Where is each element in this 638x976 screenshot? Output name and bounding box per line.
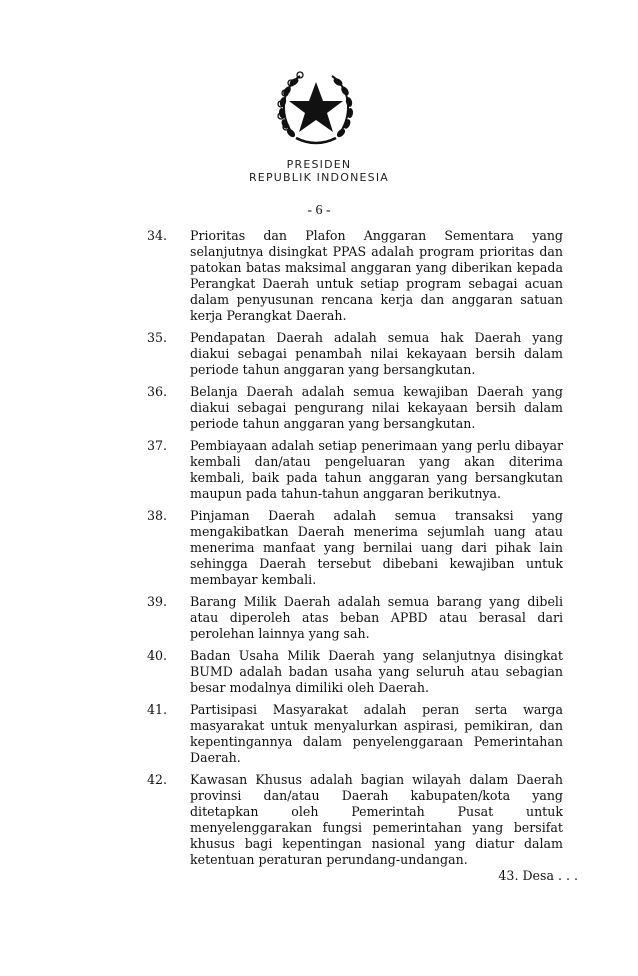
list-item <box>147 594 563 642</box>
item-text: Prioritas dan Plafon Anggaran Sementara yang selanjutnya disingkat PPAS adalah program prioritas dan patokan batas maksimal anggaran yang diberikan kepada Perangkat Daerah untuk setiap program sebagai acuan dalam penyusunan rencana kerja dan anggaran satuan kerja Perangkat Daerah. <box>190 228 563 323</box>
item-number: 36. <box>147 384 168 399</box>
garuda-star-emblem <box>270 66 362 150</box>
item-text: Belanja Daerah adalah semua kewajiban Daerah yang diakui sebagai pengurang nilai kekayaan bersih dalam periode tahun anggaran yang bersangkutan. <box>190 384 563 431</box>
list-item <box>147 702 563 766</box>
list-item <box>147 330 563 378</box>
list-item <box>147 438 563 502</box>
item-number: 39. <box>147 594 168 609</box>
item-text: Partisipasi Masyarakat adalah peran serta warga masyarakat untuk menyalurkan aspirasi, pemikiran, dan kepentingannya dalam penyelenggaraan Pemerintahan Daerah. <box>190 702 563 765</box>
definition-list <box>147 228 563 874</box>
item-text: Pendapatan Daerah adalah semua hak Daerah yang diakui sebagai penambah nilai kekayaan bersih dalam periode tahun anggaran yang bersangkutan. <box>190 330 563 377</box>
list-item <box>147 772 563 868</box>
item-text: Pinjaman Daerah adalah semua transaksi yang mengakibatkan Daerah menerima sejumlah uang atau menerima manfaat yang bernilai uang dari pihak lain sehingga Daerah tersebut dibebani kewajiban untuk membayar kembali. <box>190 508 563 587</box>
continuation-footer: 43. Desa . . . <box>498 868 578 883</box>
item-number: 40. <box>147 648 168 663</box>
list-item <box>147 228 563 324</box>
item-number: 35. <box>147 330 168 345</box>
page-number: - 6 - <box>307 203 331 218</box>
item-text: Badan Usaha Milik Daerah yang selanjutnya disingkat BUMD adalah badan usaha yang seluruh atau sebagian besar modalnya dimiliki oleh Daerah. <box>190 648 563 695</box>
item-number: 34. <box>147 228 168 243</box>
item-text: Pembiayaan adalah setiap penerimaan yang perlu dibayar kembali dan/atau pengeluaran yang akan diterima kembali, baik pada tahun anggaran yang bersangkutan maupun pada tahun-tahun anggaran berikutnya. <box>190 438 563 501</box>
list-item <box>147 384 563 432</box>
item-text: Kawasan Khusus adalah bagian wilayah dalam Daerah provinsi dan/atau Daerah kabupaten/kota yang ditetapkan oleh Pemerintah Pusat untuk menyelenggarakan fungsi pemerintahan yang bersifat khusus bagi kepentingan nasional yang diatur dalam ketentuan peraturan perundang-undangan. <box>190 772 563 867</box>
item-text: Barang Milik Daerah adalah semua barang yang dibeli atau diperoleh atas beban APBD atau berasal dari perolehan lainnya yang sah. <box>190 594 563 641</box>
item-number: 41. <box>147 702 168 717</box>
item-number: 42. <box>147 772 168 787</box>
list-item <box>147 648 563 696</box>
header-line-republik-indonesia: REPUBLIK INDONESIA <box>248 171 390 184</box>
item-number: 38. <box>147 508 168 523</box>
header-line-presiden: PRESIDEN <box>286 158 352 171</box>
list-item <box>147 508 563 588</box>
item-number: 37. <box>147 438 168 453</box>
